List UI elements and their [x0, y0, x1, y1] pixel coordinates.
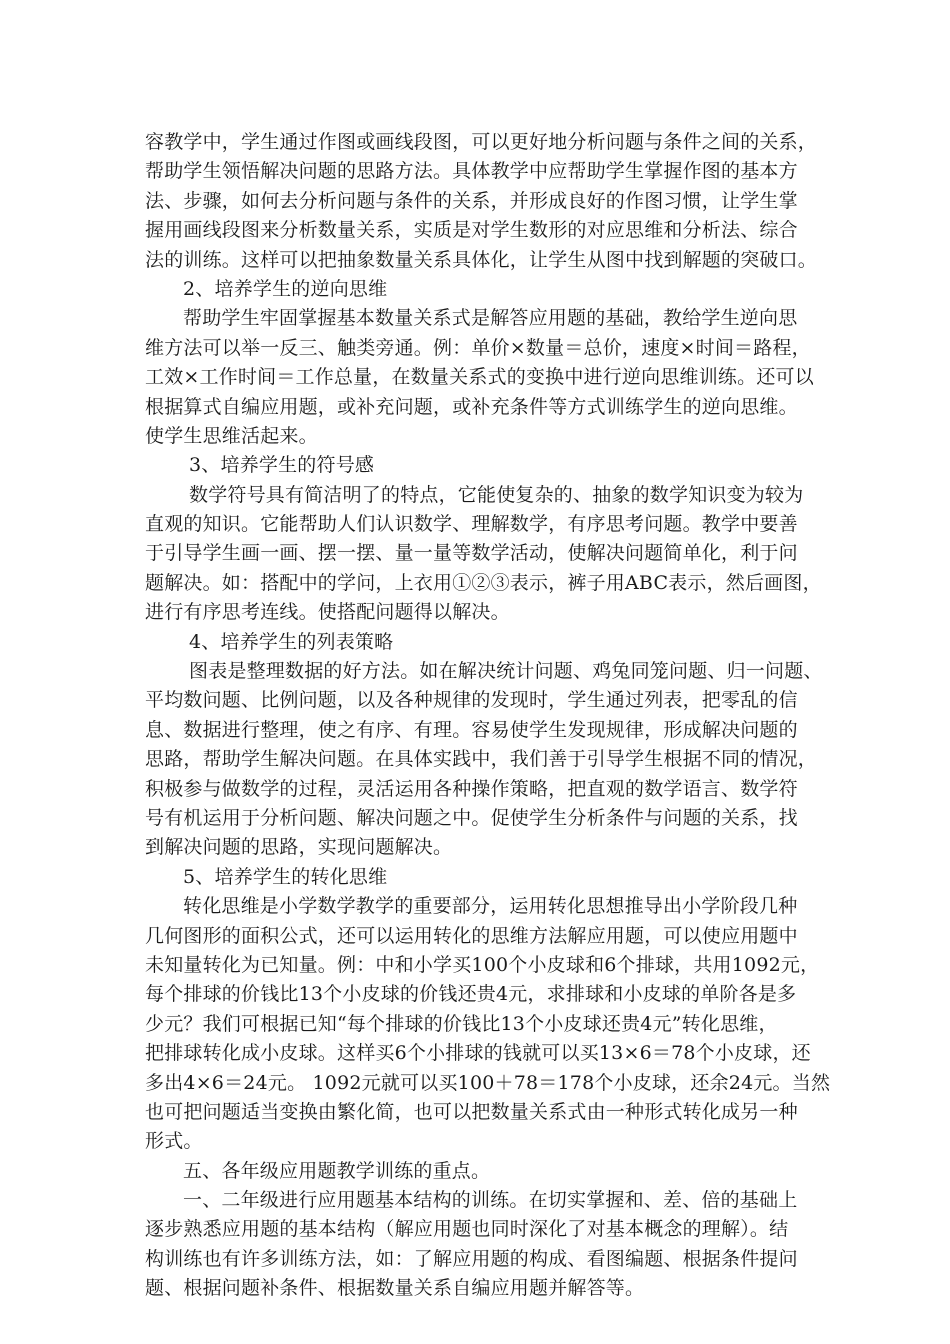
- text-line: 题、根据问题补条件、根据数量关系自编应用题并解答等。: [145, 1277, 645, 1300]
- text-line: 法、步骤，如何去分析问题与条件的关系，并形成良好的作图习惯，让学生掌: [145, 189, 798, 212]
- text-line: 于引导学生画一画、摆一摆、量一量等数学活动，使解决问题简单化，利于问: [145, 542, 798, 565]
- text-line: 一、二年级进行应用题基本结构的训练。在切实掌握和、差、倍的基础上: [183, 1189, 798, 1212]
- text-line: 维方法可以举一反三、触类旁通。例：单价×数量＝总价，速度×时间＝路程，: [145, 336, 811, 359]
- text-line: 把排球转化成小皮球。这样买6个小排球的钱就可以买13×6＝78个小皮球，还: [145, 1042, 811, 1065]
- text-line: 每个排球的价钱比13个小皮球的价钱还贵4元，求排球和小皮球的单阶各是多: [145, 983, 797, 1006]
- text-line: 息、数据进行整理，使之有序、有理。容易使学生发现规律，形成解决问题的: [145, 718, 798, 741]
- text-line: 形式。: [145, 1130, 203, 1153]
- text-line: 转化思维是小学数学教学的重要部分，运用转化思想推导出小学阶段几种: [183, 895, 798, 918]
- text-line: 几何图形的面积公式，还可以运用转化的思维方法解应用题，可以使应用题中: [145, 924, 798, 947]
- text-line: 逐步熟悉应用题的基本结构（解应用题也同时深化了对基本概念的理解）。结: [145, 1218, 789, 1241]
- text-line: 平均数问题、比例问题，以及各种规律的发现时，学生通过列表，把零乱的信: [145, 689, 798, 712]
- text-line: 多出4×6＝24元。 1092元就可以买100＋78＝178个小皮球，还余24元。当然: [145, 1071, 831, 1094]
- text-line: 容教学中，学生通过作图或画线段图，可以更好地分析问题与条件之间的关系，: [145, 131, 818, 153]
- text-line: 法的训练。这样可以把抽象数量关系具体化，让学生从图中找到解题的突破口。: [145, 248, 818, 271]
- document-body: [145, 128, 831, 1304]
- text-line: 五、各年级应用题教学训练的重点。: [183, 1159, 491, 1182]
- text-line: 号有机运用于分析问题、解决问题之中。促使学生分析条件与问题的关系，找: [145, 806, 798, 829]
- text-line: 3、培养学生的符号感: [189, 454, 375, 477]
- text-line: 帮助学生领悟解决问题的思路方法。具体教学中应帮助学生掌握作图的基本方: [145, 160, 798, 183]
- text-line: 根据算式自编应用题，或补充问题，或补充条件等方式训练学生的逆向思维。: [145, 395, 798, 418]
- text-line: 题解决。如：搭配中的学问，上衣用①②③表示，裤子用ABC表示，然后画图，: [145, 571, 822, 594]
- text-line: 直观的知识。它能帮助人们认识数学、理解数学，有序思考问题。教学中要善: [145, 513, 798, 536]
- text-line: 少元？我们可根据已知“每个排球的价钱比13个小皮球还贵4元”转化思维，: [145, 1012, 778, 1035]
- text-line: 数学符号具有简洁明了的特点，它能使复杂的、抽象的数学知识变为较为: [189, 483, 804, 506]
- text-line: 构训练也有许多训练方法，如：了解应用题的构成、看图编题、根据条件提问: [145, 1247, 798, 1270]
- text-line: 思路，帮助学生解决问题。在具体实践中，我们善于引导学生根据不同的情况，: [145, 748, 818, 771]
- text-line: 4、培养学生的列表策略: [189, 630, 394, 653]
- text-line: 5、培养学生的转化思维: [183, 865, 388, 888]
- text-line: 使学生思维活起来。: [145, 424, 318, 447]
- text-line: 到解决问题的思路，实现问题解决。: [145, 836, 453, 859]
- text-line: 进行有序思考连线。使搭配问题得以解决。: [145, 601, 510, 624]
- text-line: 也可把问题适当变换由繁化简，也可以把数量关系式由一种形式转化成另一种: [145, 1100, 798, 1123]
- text-line: 工效×工作时间＝工作总量，在数量关系式的变换中进行逆向思维训练。还可以: [145, 366, 814, 389]
- text-line: 未知量转化为已知量。例：中和小学买100个小皮球和6个排球，共用1092元，: [145, 953, 820, 976]
- text-line: 握用画线段图来分析数量关系，实质是对学生数形的对应思维和分析法、综合: [145, 219, 798, 242]
- text-line: 图表是整理数据的好方法。如在解决统计问题、鸡兔同笼问题、归一问题、: [189, 660, 823, 683]
- text-line: 2、培养学生的逆向思维: [183, 277, 388, 300]
- text-line: 积极参与做数学的过程，灵活运用各种操作策略，把直观的数学语言、数学符: [145, 777, 798, 800]
- text-line: 帮助学生牢固掌握基本数量关系式是解答应用题的基础，教给学生逆向思: [183, 307, 798, 330]
